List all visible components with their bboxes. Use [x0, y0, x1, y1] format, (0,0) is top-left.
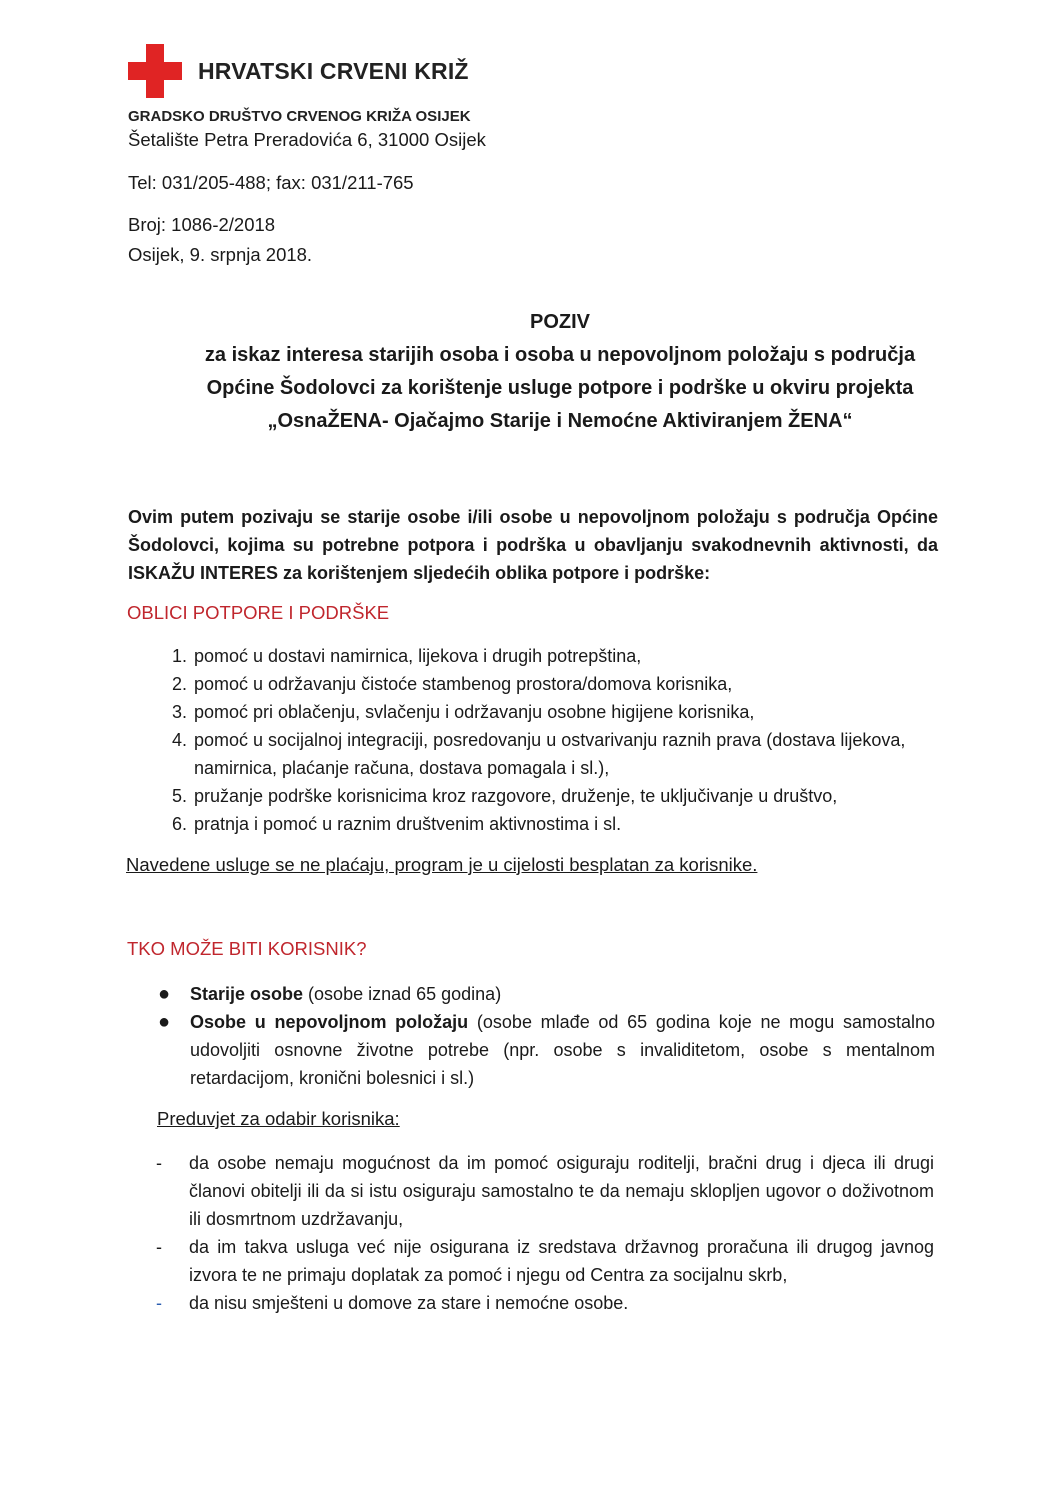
list-item: 1. pomoć u dostavi namirnica, lijekova i drugih potrepština,: [192, 642, 952, 670]
condition-text: da nisu smješteni u domove za stare i nemoćne osobe.: [189, 1293, 629, 1313]
list-item: 6. pratnja i pomoć u raznim društvenim aktivnostima i sl.: [192, 810, 952, 838]
address: Šetalište Petra Preradovića 6, 31000 Osijek: [128, 129, 486, 150]
list-item: [156, 1233, 934, 1289]
beneficiary-description: (osobe iznad 65 godina): [303, 984, 502, 1004]
list-item: 5. pružanje podrške korisnicima kroz razgovore, druženje, te uključivanje u društvo,: [192, 782, 952, 810]
place-date: Osijek, 9. srpnja 2018.: [128, 244, 313, 265]
organization-name: HRVATSKI CRVENI KRIŽ: [198, 57, 469, 84]
list-item: [158, 1008, 935, 1092]
services-heading: OBLICI POTPORE I PODRŠKE: [127, 602, 390, 623]
condition-text: da im takva usluga već nije osigurana iz sredstava državnog proračuna ili drugog javnog izvora te ne primaju doplatak za pomoć i njegu od Centra za socijalnu skrb,: [189, 1237, 934, 1285]
list-item: 4. pomoć u socijalnoj integraciji, posredovanju u ostvarivanju raznih prava (dostava lijekova, namirnica, plaćanje računa, dostava pomagala i sl.),: [192, 726, 952, 782]
beneficiaries-heading: TKO MOŽE BITI KORISNIK?: [127, 938, 367, 959]
services-list: [150, 642, 952, 838]
contact-info: Tel: 031/205-488; fax: 031/211-765: [128, 172, 414, 193]
document-number: Broj: 1086-2/2018: [128, 214, 276, 235]
beneficiaries-list: [150, 980, 935, 1092]
conditions-heading: Preduvjet za odabir korisnika:: [157, 1108, 400, 1129]
branch-name: GRADSKO DRUŠTVO CRVENOG KRIŽA OSIJEK: [128, 108, 471, 125]
title-line-1: za iskaz interesa starijih osoba i osoba u nepovoljnom položaju s područja: [204, 344, 916, 366]
list-item: [156, 1149, 934, 1233]
free-service-note: Navedene usluge se ne plaćaju, program je u cijelosti besplatan za korisnike.: [126, 854, 758, 875]
beneficiary-type: Osobe u nepovoljnom položaju: [190, 1012, 469, 1032]
list-item: [156, 1289, 934, 1317]
dash-icon: -: [156, 1237, 162, 1257]
title-main: POZIV: [529, 311, 590, 333]
list-item: 3. pomoć pri oblačenju, svlačenju i održavanju osobne higijene korisnika,: [192, 698, 952, 726]
red-cross-logo-icon: [128, 44, 182, 98]
title-line-2: Općine Šodolovci za korištenje usluge potpore i podrške u okviru projekta: [206, 377, 914, 399]
intro-paragraph: Ovim putem pozivaju se starije osobe i/ili osobe u nepovoljnom položaju s područja Općine Šodolovci, kojima su potrebne potpora i podrška u obavljanju svakodnevnih aktivnosti, da ISKAŽU INTERES za korištenjem sljedećih oblika potpore i podrške:: [128, 507, 938, 583]
beneficiary-type: Starije osobe: [190, 984, 304, 1004]
title-line-3: „OsnaŽENA- Ojačajmo Starije i Nemoćne Aktiviranjem ŽENA“: [267, 410, 853, 432]
list-item: [158, 980, 935, 1008]
dash-icon: -: [156, 1153, 162, 1173]
bullet-icon: ●: [158, 1011, 171, 1033]
list-item: 2. pomoć u održavanju čistoće stambenog prostora/domova korisnika,: [192, 670, 952, 698]
conditions-list: [150, 1149, 934, 1317]
document-title: [100, 306, 1020, 438]
cross-horizontal-bar: [128, 62, 182, 80]
condition-text: da osobe nemaju mogućnost da im pomoć osiguraju roditelji, bračni drug i djeca ili drugi članovi obitelji ili da si istu osiguraju samostalno te da nemaju sklopljen ugovor o doživotnom ili dosmrtnom uzdržavanju,: [189, 1153, 934, 1229]
beneficiary-description: (osobe mlađe od 65 godina koje ne mogu samostalno udovoljiti osnovne životne potrebe (npr. osobe s invaliditetom, osobe s mentalnom retardacijom, kronični bolesnici i sl.): [190, 1012, 935, 1088]
letterhead: [128, 44, 469, 98]
dash-icon: -: [156, 1293, 162, 1313]
bullet-icon: ●: [158, 983, 171, 1005]
